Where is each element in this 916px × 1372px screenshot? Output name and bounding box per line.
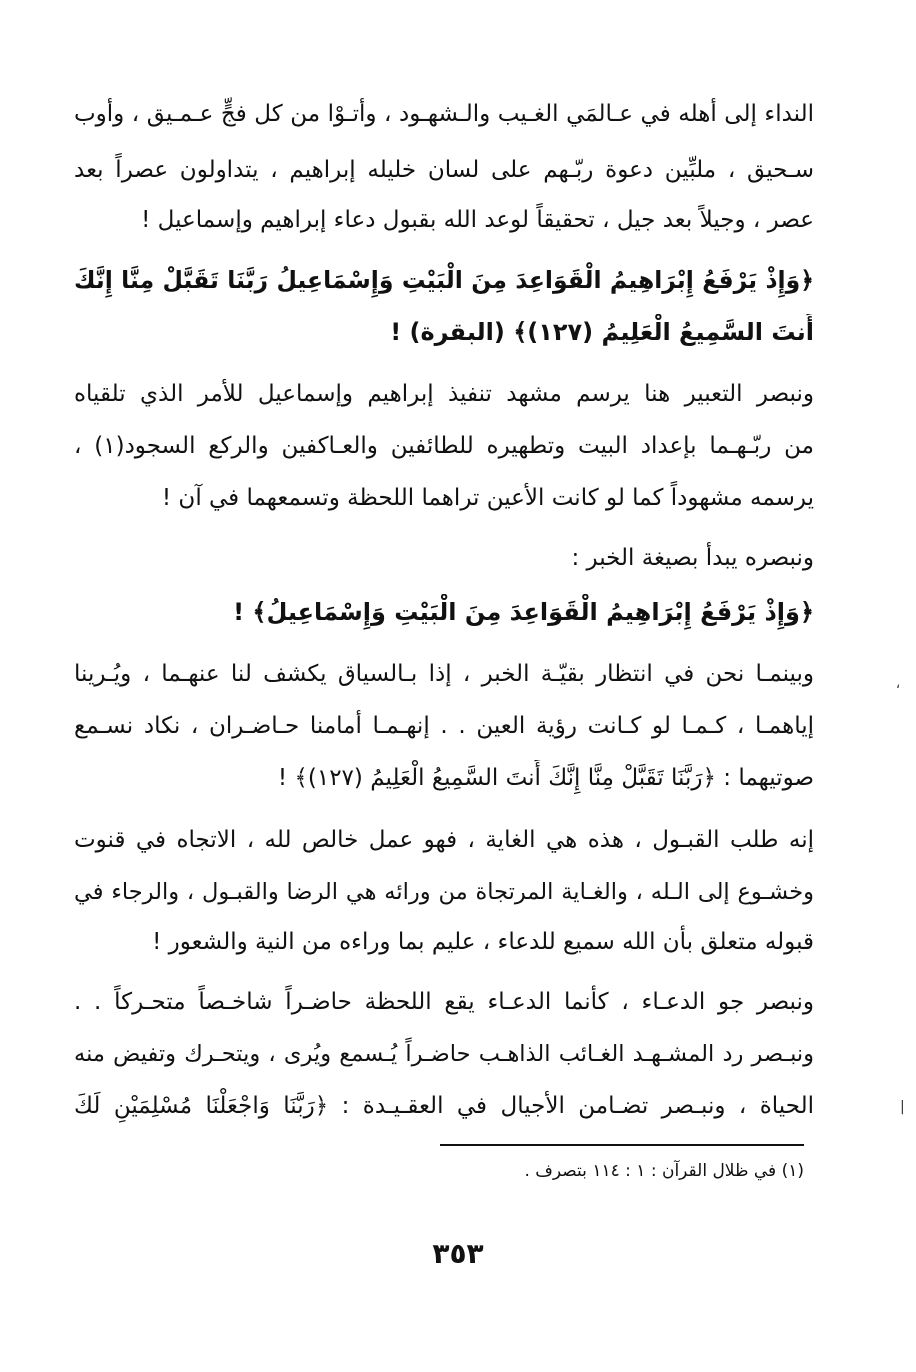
footnote: (١) في ظلال القرآن : ١ : ١١٤ بتصرف .	[524, 1161, 804, 1181]
body-line: إياهمـا ، كـمـا لو كـانت رؤية العين . . إنهـمـا أمامنا حـاضـران ، نكاد نسـمع	[74, 713, 814, 739]
body-line: صوتيهما : ﴿رَبَّنَا تَقَبَّلْ مِنَّا إِنَّكَ أَنتَ السَّمِيعُ الْعَلِيمُ (١٢٧)﴾ !	[277, 765, 814, 791]
margin-scan-mark: ‘	[896, 683, 901, 699]
body-line: يرسمه مشهوداً كما لو كانت الأعين تراهما اللحظة وتسمعهما في آن !	[161, 485, 814, 511]
page-number: ٣٥٣	[432, 1237, 484, 1270]
body-line: وخشـوع إلى الـله ، والغـاية المرتجاة من ورائه هي الرضا والقبـول ، والرجاء في	[74, 879, 814, 905]
body-line: الحياة ، ونبـصر تضـامن الأجيال في العقـيـدة : ﴿رَبَّنَا وَاجْعَلْنَا مُسْلِمَيْنِ لَكَ	[74, 1093, 814, 1119]
quran-verse-line: ﴿وَإِذْ يَرْفَعُ إِبْرَاهِيمُ الْقَوَاعِدَ مِنَ الْبَيْتِ وَإِسْمَاعِيلُ﴾ !	[233, 598, 814, 626]
body-line: قبوله متعلق بأن الله سميع للدعاء ، عليم بما وراءه من النية والشعور !	[152, 929, 814, 955]
body-line: ونبصره يبدأ بصيغة الخبر :	[571, 545, 814, 571]
body-line: سـحيق ، ملبِّين دعوة ربّـهم على لسان خليله إبراهيم ، يتداولون عصراً بعد	[74, 157, 814, 183]
body-line: ونبصر التعبير هنا يرسم مشهد تنفيذ إبراهيم وإسماعيل للأمر الذي تلقياه	[74, 381, 814, 407]
body-line: النداء إلى أهله في عـالمَي الغـيب والـشهـود ، وأتـوْا من كل فجٍّ عـمـيق ، وأوب	[74, 101, 814, 127]
margin-scan-mark: |	[900, 1099, 905, 1115]
body-line: إنه طلب القبـول ، هذه هي الغاية ، فهو عمل خالص لله ، الاتجاه في قنوت	[74, 827, 814, 853]
footnote-separator	[440, 1144, 804, 1146]
body-line: من ربّـهـما بإعداد البيت وتطهيره للطائفين والعـاكفين والركع السجود(١) ،	[74, 433, 814, 459]
body-line: ونبصر جو الدعـاء ، كأنما الدعـاء يقع اللحظة حاضـراً شاخـصاً متحـركاً . .	[74, 989, 814, 1015]
body-line: ونبـصر رد المشـهـد الغـائب الذاهـب حاضـراً يُـسمع ويُرى ، ويتحـرك وتفيض منه	[74, 1041, 814, 1067]
quran-verse-line: أَنتَ السَّمِيعُ الْعَلِيمُ (١٢٧)﴾ (البقرة) !	[390, 318, 814, 346]
quran-verse-line: ﴿وَإِذْ يَرْفَعُ إِبْرَاهِيمُ الْقَوَاعِدَ مِنَ الْبَيْتِ وَإِسْمَاعِيلُ رَبَّنَا تَقَبَّلْ مِنَّا إِنَّكَ	[74, 266, 814, 294]
body-line: عصر ، وجيلاً بعد جيل ، تحقيقاً لوعد الله بقبول دعاء إبراهيم وإسماعيل !	[141, 207, 814, 233]
body-line: وبينمـا نحن في انتظار بقيّـة الخبر ، إذا بـالسياق يكشف لنا عنهـما ، ويُـرينا	[74, 661, 814, 687]
